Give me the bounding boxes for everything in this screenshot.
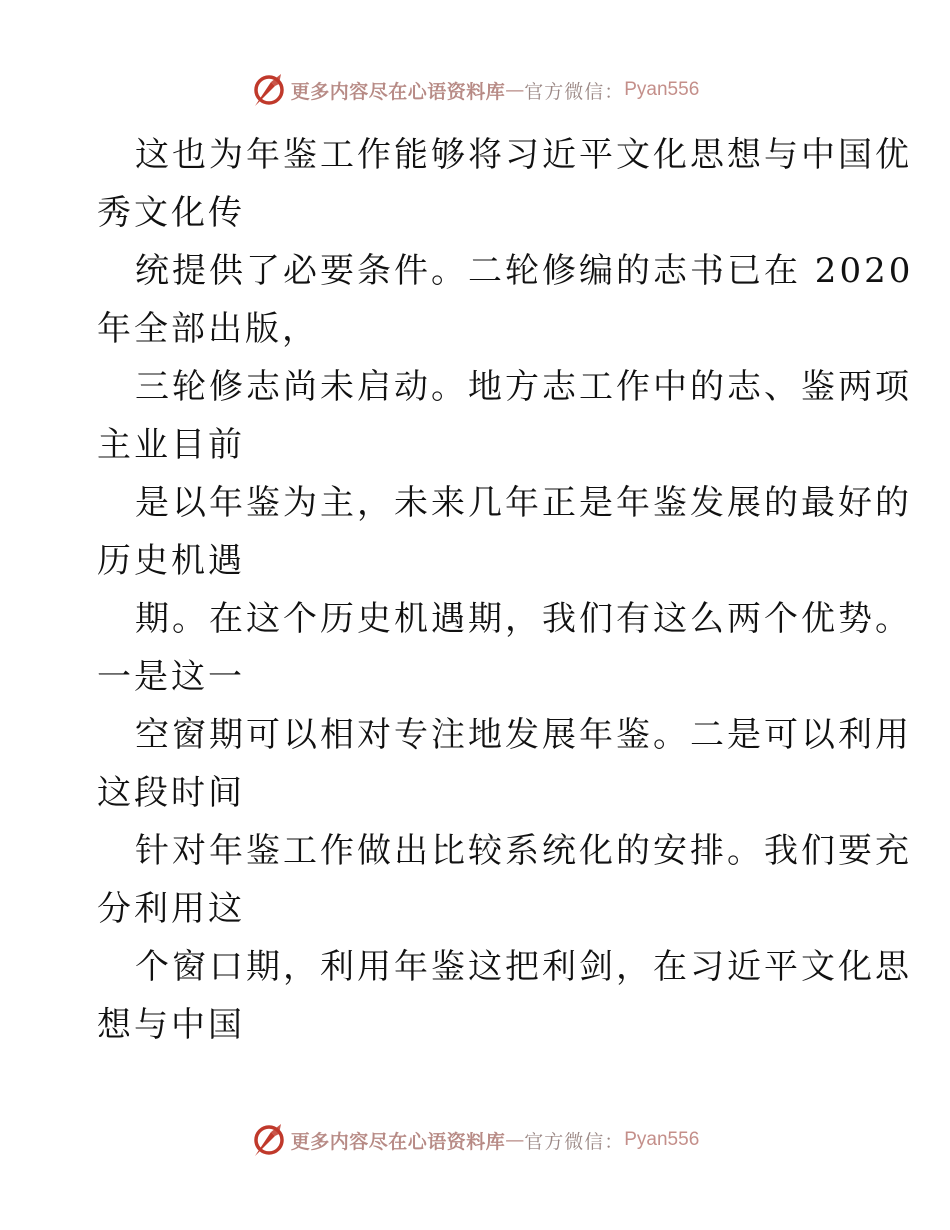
watermark-text: 更多内容尽在心语资料库	[290, 80, 506, 103]
watermark-id: Pyan556	[624, 1129, 700, 1150]
body-line: 分利用这	[97, 889, 245, 929]
body-line: 历史机遇	[97, 541, 245, 581]
body-line: 秀文化传	[97, 193, 245, 233]
document-body	[97, 126, 914, 1054]
body-line: 这也为年鉴工作能够将习近平文化思想与中国优	[135, 135, 912, 175]
body-line: 年全部出版，	[97, 309, 319, 349]
body-line: 三轮修志尚未启动。地方志工作中的志、鉴两项	[135, 367, 912, 407]
body-line: 统提供了必要条件。二轮修编的志书已在 2020	[135, 251, 914, 291]
body-line: 针对年鉴工作做出比较系统化的安排。我们要充	[135, 831, 912, 871]
quill-logo-icon	[251, 1122, 287, 1158]
body-line: 主业目前	[97, 425, 245, 465]
body-line: 是以年鉴为主，未来几年正是年鉴发展的最好的	[135, 483, 912, 523]
watermark-dash: —	[505, 1129, 525, 1151]
body-line: 一是这一	[97, 657, 245, 697]
body-line: 期。在这个历史机遇期，我们有这么两个优势。	[135, 599, 912, 639]
body-line: 想与中国	[97, 1005, 245, 1045]
body-line: 个窗口期，利用年鉴这把利剑，在习近平文化思	[135, 947, 912, 987]
body-line: 这段时间	[97, 773, 245, 813]
quill-logo-icon	[251, 72, 287, 108]
header-watermark	[0, 70, 950, 110]
watermark-label: 官方微信：	[524, 80, 625, 103]
footer-watermark	[0, 1120, 950, 1160]
body-line: 空窗期可以相对专注地发展年鉴。二是可以利用	[135, 715, 912, 755]
watermark-dash: —	[505, 79, 525, 101]
watermark-label: 官方微信：	[524, 1130, 625, 1153]
watermark-id: Pyan556	[624, 79, 700, 100]
watermark-text: 更多内容尽在心语资料库	[290, 1130, 506, 1153]
